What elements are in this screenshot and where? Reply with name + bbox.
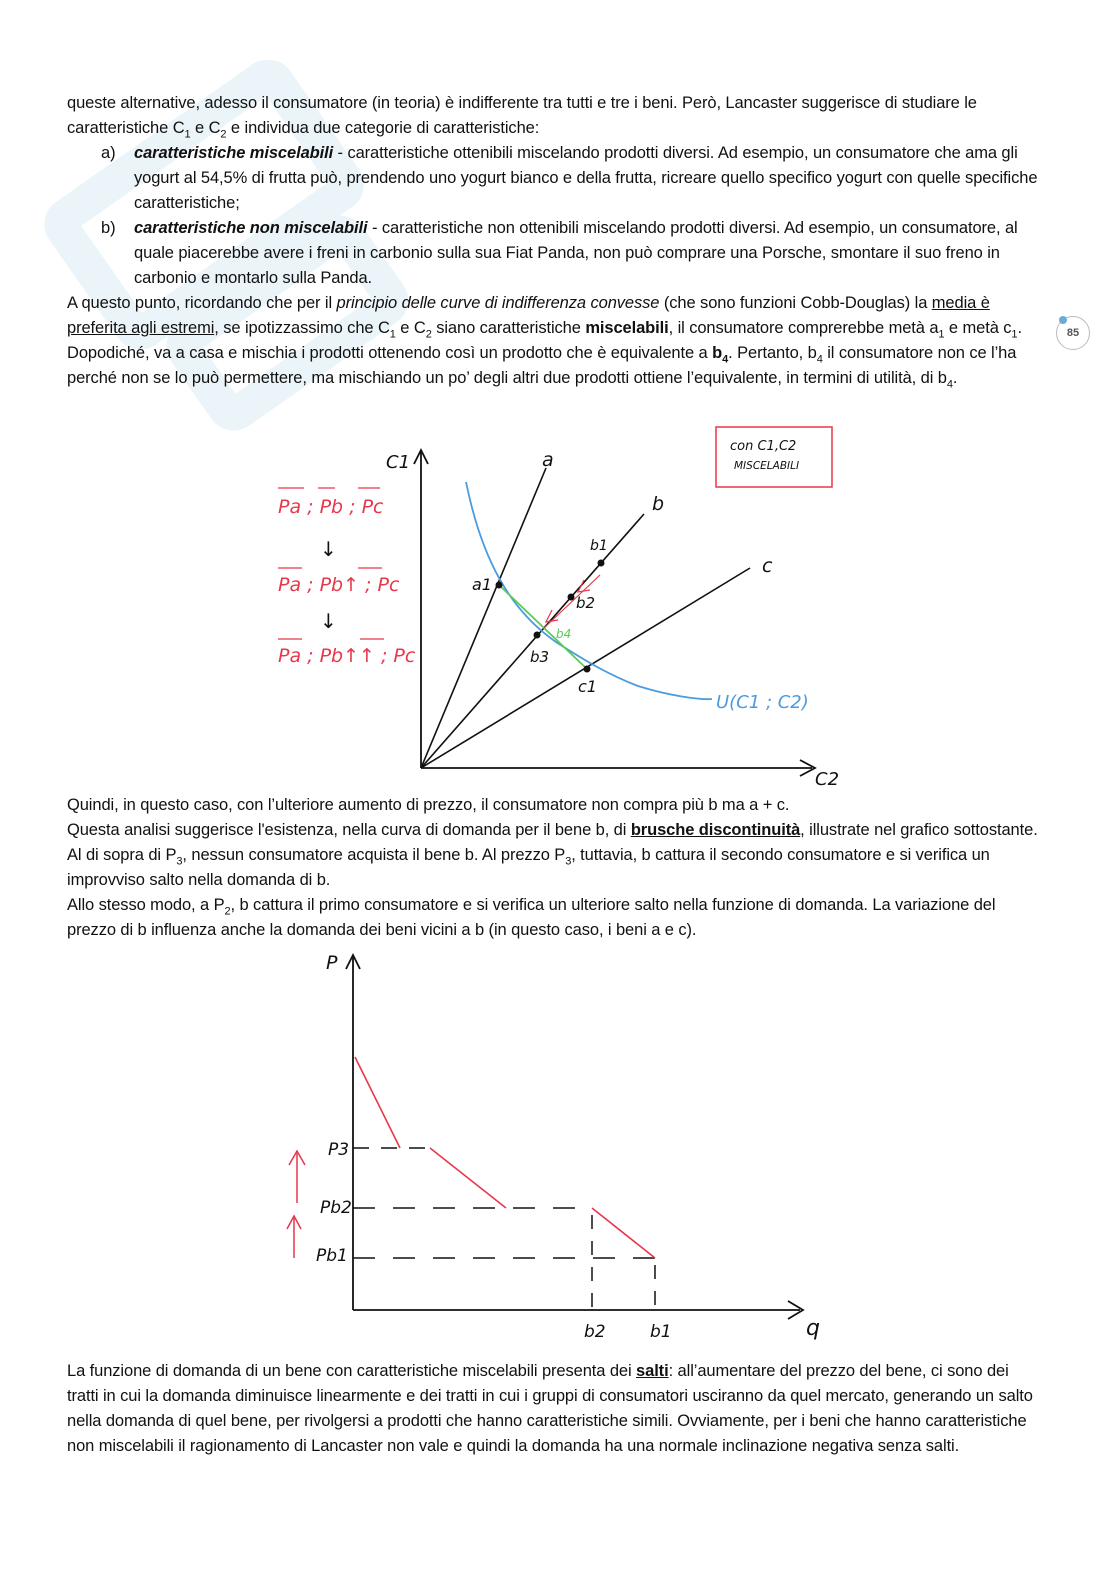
point-a1 <box>496 582 503 589</box>
point-c1-label: c1 <box>578 677 597 696</box>
paragraph-6: La funzione di domanda di un bene con caratteristiche miscelabili presenta dei salti: all’aumentare del prezzo del bene, ci sono dei tratti in cui la domanda diminuisce linearmente e dei tratti in cui i gruppi di consumatori usciranno da quel mercato, generando un salto nella domanda di quel bene, per rivolgersi a prodotti che hanno caratteristiche simili. Ovviamente, per i beni che hanno caratteristiche non miscelabili il ragionamento di Lancaster non vale e quindi la domanda ha una normale inclinazione negativa senza salti. <box>67 1362 1033 1455</box>
tick-b1: b1 <box>650 1322 672 1342</box>
paragraph-5: Allo stesso modo, a $P_2$, b cattura il primo consumatore e si verifica un ulteriore salto nella funzione di domanda. La variazione del prezzo di b influenza anche la domanda dei beni vicini a b (in questo caso, i beni a e c). <box>67 896 996 939</box>
note-box <box>716 427 832 487</box>
price-sequence-2: Pa ; Pb↑ ; Pc <box>278 574 400 596</box>
term-non-miscelabili: caratteristiche non miscelabili <box>134 219 368 237</box>
paragraph-1: queste alternative, adesso il consumatore (in teoria) è indifferente tra tutti e tre i beni. Però, Lancaster suggerisce di studiare le caratteristiche $C_1$ e $C_2$ e individua due categorie di caratteristiche: <box>67 94 977 141</box>
intro-paragraph <box>67 91 1042 391</box>
y-axis-label: C1 <box>386 452 411 473</box>
point-b2-label: b2 <box>576 594 596 612</box>
list-item-b: b) caratteristiche non miscelabili - caratteristiche non ottenibili miscelando prodotti diversi. Ad esempio, un consumatore, al quale piacerebbe avere i freni in carbonio sulla sua Fiat Panda, non può comprare una Porsche, smontare il suo freno in carbonio e montarlo sulla Panda. <box>67 216 1042 291</box>
point-b1 <box>598 560 605 567</box>
sequence-arrow-2: ↓ <box>320 609 337 633</box>
point-a1-label: a1 <box>472 575 492 594</box>
list-item-a: a) caratteristiche miscelabili - caratteristiche ottenibili miscelando prodotti diversi. Ad esempio, un consumatore che ama gli yogurt al 54,5% di frutta può, prendendo uno yogurt bianco e della frutta, ricreare quello specifico yogurt con quelle specifiche caratteristiche; <box>67 141 1042 216</box>
demand-segment-3 <box>592 1208 655 1258</box>
note-line-2: MISCELABILI <box>734 460 800 472</box>
p-axis-label: P <box>326 952 338 974</box>
point-b1-label: b1 <box>590 538 608 554</box>
page-number-dot <box>1059 316 1067 324</box>
tick-p3: P3 <box>328 1140 350 1160</box>
sequence-arrow-1: ↓ <box>320 537 337 561</box>
demand-jumps-figure <box>270 945 840 1345</box>
price-sequence-3: Pa ; Pb↑↑ ; Pc <box>278 645 416 667</box>
ray-b <box>421 514 644 768</box>
ray-b-label: b <box>652 493 665 515</box>
q-axis-label: q <box>806 1316 820 1341</box>
point-b2 <box>568 594 575 601</box>
price-sequence-1: Pa ; Pb ; Pc <box>278 496 384 518</box>
ray-a-label: a <box>542 449 554 471</box>
tick-pb1: Pb1 <box>316 1246 348 1266</box>
tick-b2: b2 <box>584 1322 606 1342</box>
tick-pb2: Pb2 <box>320 1198 352 1218</box>
paragraph-4: Questa analisi suggerisce l'esistenza, nella curva di domanda per il bene b, di brusche discontinuità, illustrate nel grafico sottostante. Al di sopra di $P_3$, nessun consumatore acquista il bene b. Al prezzo $P_3$, tuttavia, b cattura il secondo consumatore e si verifica un improvviso salto nella domanda di b. <box>67 821 1038 889</box>
demand-segment-2 <box>430 1148 506 1208</box>
paragraph-3: Quindi, in questo caso, con l’ulteriore aumento di prezzo, il consumatore non compra più b ma a + c. <box>67 796 790 814</box>
demand-segment-1 <box>355 1057 400 1148</box>
point-b3-label: b3 <box>530 648 550 666</box>
ray-c-label: c <box>762 555 773 577</box>
middle-paragraphs <box>67 793 1042 943</box>
note-line-1: con C1,C2 <box>730 439 797 454</box>
indifference-curve-label: U(C1 ; C2) <box>716 692 809 713</box>
paragraph-2: A questo punto, ricordando che per il principio delle curve di indifferenza convesse (che sono funzioni Cobb-Douglas) la media è preferita agli estremi, se ipotizzassimo che $C_1$ e $C_2$ siano caratteristiche miscelabili, il consumatore comprerebbe metà $a_1$ e metà $c_1$. Dopodiché, va a casa e mischia i prodotti ottenendo così un prodotto che è equivalente a $b_4$. Pertanto, $b_4$ il consumatore non ce l’ha perché non se lo può permettere, ma mischiando un po’ degli altri due prodotti ottiene l’equivalente, in termini di utilità, di $b_4$. <box>67 294 1022 391</box>
point-b3 <box>534 632 541 639</box>
term-miscelabili: caratteristiche miscelabili <box>134 144 334 162</box>
list-marker-a: a) <box>101 144 116 162</box>
closing-paragraph <box>67 1359 1042 1459</box>
indifference-curve-figure <box>260 420 850 792</box>
page-number: 85 <box>1056 316 1090 350</box>
list-marker-b: b) <box>101 219 116 237</box>
point-c1 <box>584 666 591 673</box>
x-axis-label: C2 <box>815 769 840 790</box>
point-b4-label: b4 <box>556 627 572 641</box>
